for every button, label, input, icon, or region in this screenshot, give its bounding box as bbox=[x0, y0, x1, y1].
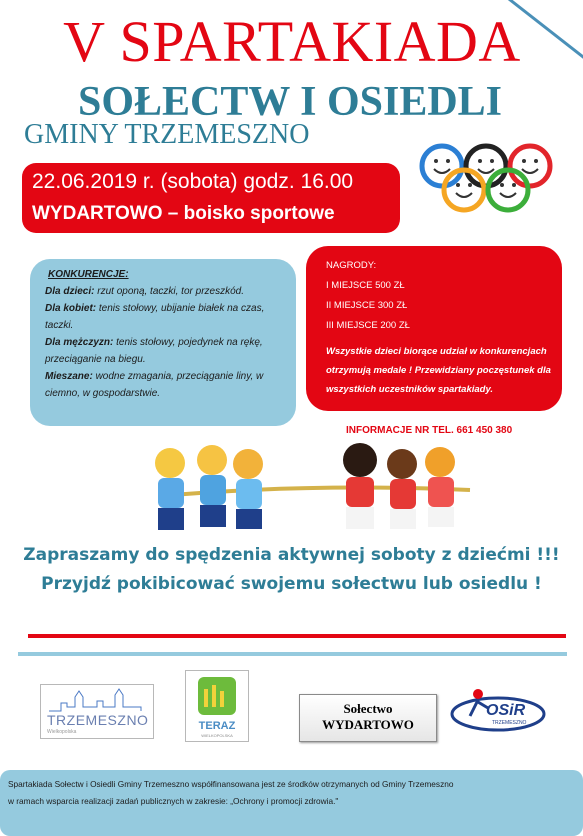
trzemeszno-logo: TRZEMESZNO Wielkopolska bbox=[40, 684, 154, 739]
solectwo-wydartowo-badge: Sołectwo WYDARTOWO bbox=[299, 694, 437, 742]
skyline-icon bbox=[41, 685, 153, 715]
smiley-ring-blue bbox=[422, 146, 462, 186]
divider-red bbox=[28, 634, 566, 638]
competition-item-children: Dla dzieci: rzut oponą, taczki, tor przeszkód. bbox=[45, 286, 244, 297]
tug-of-war-illustration bbox=[140, 438, 480, 553]
smiley-ring-black bbox=[466, 146, 506, 186]
divider-blue bbox=[18, 652, 567, 656]
invitation-text bbox=[0, 541, 583, 599]
prize-item-first: I MIEJSCE 500 ZŁ bbox=[326, 280, 405, 291]
event-place: WYDARTOWO – boisko sportowe bbox=[32, 203, 335, 224]
teraz-wielkopolska-logo: TERAZ WIELKOPOLSKA bbox=[185, 670, 249, 742]
competitions-heading: KONKURENCJE: bbox=[48, 269, 129, 280]
smiley-ring-green bbox=[488, 170, 528, 210]
event-date: 22.06.2019 r. (sobota) godz. 16.00 bbox=[32, 170, 354, 193]
page-subtitle: SOŁECTW I OSIEDLI bbox=[77, 79, 503, 125]
prize-item-second: II MIEJSCE 300 ZŁ bbox=[326, 300, 408, 311]
invitation-line-1: Zapraszamy do spędzenia aktywnej soboty z dziećmi !!! bbox=[23, 545, 560, 565]
footer-line-2: w ramach wsparcia realizacji zadań publicznych w zakresie: „Ochrony i promocji zdrowia." bbox=[8, 796, 339, 806]
competition-item-men: Dla mężczyzn: tenis stołowy, pojedynek na rękę, przeciąganie na biegu. bbox=[45, 337, 263, 365]
teraz-emblem-icon bbox=[186, 671, 248, 719]
footer-text bbox=[8, 776, 578, 810]
footer-line-1: Spartakiada Sołectw i Osiedli Gminy Trzemeszno współfinansowana jest ze środków otrzymanych od Gminy Trzemeszno bbox=[8, 779, 454, 789]
page-title: V SPARTAKIADA bbox=[63, 9, 521, 74]
competition-item-mixed: Mieszane: wodne zmagania, przeciąganie liny, w ciemno, w gospodarstwie. bbox=[45, 371, 264, 399]
smiley-ring-red bbox=[510, 146, 550, 186]
competition-item-women: Dla kobiet: tenis stołowy, ubijanie białek na czas, taczki. bbox=[45, 303, 265, 331]
prize-item-third: III MIEJSCE 200 ZŁ bbox=[326, 320, 410, 331]
prizes-list bbox=[326, 256, 556, 399]
contact-info: INFORMACJE NR TEL. 661 450 380 bbox=[346, 425, 513, 436]
osir-logo: OSiR TRZEMESZNO bbox=[448, 682, 548, 742]
page-subtitle-municipality: GMINY TRZEMESZNO bbox=[24, 119, 310, 150]
invitation-line-2: Przyjdź pokibicować swojemu sołectwu lub osiedlu ! bbox=[41, 574, 542, 594]
smiley-ring-orange bbox=[444, 170, 484, 210]
prizes-note: Wszystkie dzieci biorące udział w konkurencjach otrzymują medale ! Przewidziany poczęstunek dla wszystkich uczestników spartakiady. bbox=[326, 346, 551, 395]
prizes-heading: NAGRODY: bbox=[326, 260, 377, 271]
smiley-rings-image bbox=[404, 138, 569, 220]
competitions-list bbox=[45, 266, 290, 402]
